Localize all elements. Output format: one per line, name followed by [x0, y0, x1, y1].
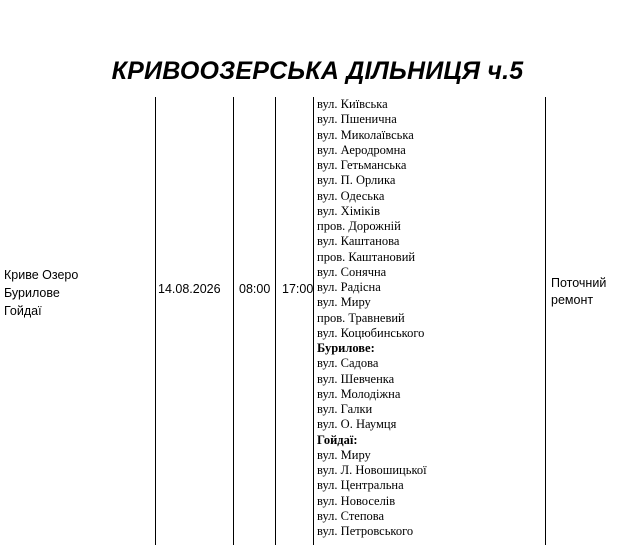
street-item: вул. Радісна	[317, 280, 381, 294]
work-type-cell	[551, 274, 606, 308]
page-title: КРИВООЗЕРСЬКА ДІЛЬНИЦЯ ч.5	[111, 57, 524, 85]
work-type-line: ремонт	[551, 293, 594, 307]
street-item: вул. Садова	[317, 356, 379, 371]
street-item: вул. Аеродромна	[317, 142, 406, 157]
street-item: вул. Петровського	[317, 524, 414, 538]
column-divider	[155, 97, 156, 545]
locations-cell	[4, 266, 78, 320]
street-item: вул. Миру	[317, 447, 371, 462]
street-item: вул. Молодіжна	[317, 386, 401, 401]
column-divider	[233, 97, 234, 545]
street-item: вул. Гетьманська	[317, 158, 407, 172]
street-item: вул. Миру	[317, 295, 371, 310]
street-item: вул. Галки	[317, 402, 373, 416]
village-header: Бурилове:	[317, 341, 375, 355]
street-item: вул. Сонячна	[317, 264, 387, 279]
end-time-cell: 17:00	[282, 282, 314, 296]
work-type-line: Поточний	[551, 276, 607, 290]
location-name: Криве Озеро	[4, 268, 79, 282]
street-item: пров. Дорожній	[317, 219, 401, 233]
street-item: пров. Каштановий	[317, 249, 416, 264]
street-item: вул. О. Наумця	[317, 417, 397, 432]
street-item: вул. Новоселів	[317, 493, 396, 508]
street-item: вул. Київська	[317, 97, 388, 111]
street-item: пров. Травневий	[317, 310, 405, 325]
start-time-cell: 08:00	[239, 282, 271, 296]
street-item: вул. Степова	[317, 508, 385, 523]
street-item: вул. Центральна	[317, 478, 404, 493]
date-cell: 14.08.2026	[158, 282, 221, 296]
street-item: вул. Хіміків	[317, 203, 380, 218]
street-item: вул. Пшенична	[317, 112, 397, 127]
village-header: Гойдаї:	[317, 432, 358, 447]
column-divider	[545, 97, 546, 545]
street-item: вул. Миколаївська	[317, 127, 414, 142]
street-item: вул. Шевченка	[317, 371, 395, 386]
street-item: вул. Л. Новошицької	[317, 463, 427, 477]
location-name: Гойдаї	[4, 304, 42, 318]
street-item: вул. Коцюбинського	[317, 325, 425, 340]
column-divider	[275, 97, 276, 545]
street-item: вул. Одеська	[317, 188, 385, 203]
street-item: вул. П. Орлика	[317, 173, 396, 188]
location-name: Бурилове	[4, 286, 60, 300]
streets-cell	[317, 97, 427, 539]
column-divider	[313, 97, 314, 545]
street-item: вул. Каштанова	[317, 234, 400, 249]
